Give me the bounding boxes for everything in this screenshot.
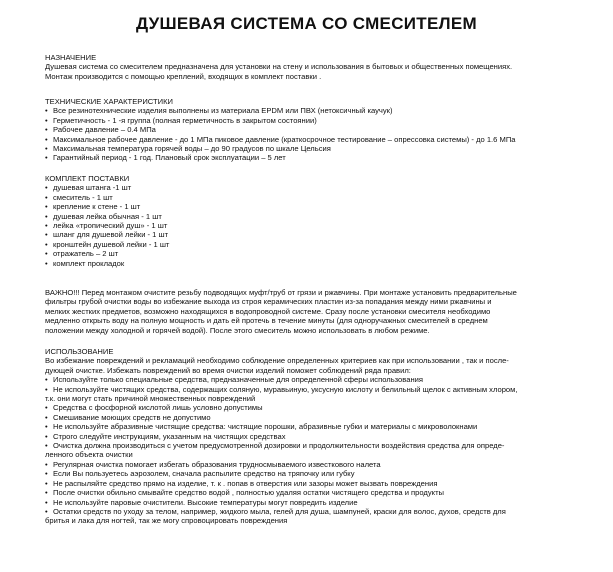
warning-line: мелких жестких предметов, возможно находящихся в водопроводной системе. Сразу после установки смесителя необходимо xyxy=(45,306,491,316)
spec-item: • Максимальное рабочее давление - до 1 МПа пиковое давление (краткосрочное тестирование – опрессовка системы) - до 1.6 МПа xyxy=(45,135,575,144)
warning-line: положении между холодной и горячей водой). После этого смеситель можно использовать в любом режиме. xyxy=(45,325,430,335)
usage-rule-line: • Очистка должна производиться с учетом предусмотренной дозировки и продолжительности воздействия средства для опреде- xyxy=(45,441,575,450)
kit-item: • крепление к стене - 1 шт xyxy=(45,202,575,211)
kit-item: • душевая штанга -1 шт xyxy=(45,183,575,192)
kit-item: • кронштейн душевой лейки - 1 шт xyxy=(45,240,575,249)
warning-section xyxy=(45,288,575,335)
usage-rule-line: • Не используйте чистящих средства, содержащих соляную, муравьиную, уксусную кислоту и белильный щелок с активным хлором, xyxy=(45,385,575,394)
purpose-heading: НАЗНАЧЕНИЕ xyxy=(45,53,97,62)
kit-item: • смеситель - 1 шт xyxy=(45,193,575,202)
kit-item: • шланг для душевой лейки - 1 шт xyxy=(45,230,575,239)
usage-section xyxy=(45,347,575,526)
usage-rule-line: • Не используйте паровые очистители. Высокие температуры могут повредить изделие xyxy=(45,498,575,507)
usage-list xyxy=(45,375,575,526)
kit-item: • отражатель – 2 шт xyxy=(45,249,575,258)
kit-item: • комплект прокладок xyxy=(45,259,575,268)
kit-item: • душевая лейка обычная - 1 шт xyxy=(45,212,575,221)
usage-rule-line: • Смешивание моющих средств не допустимо xyxy=(45,413,575,422)
usage-intro-line: Во избежание повреждений и рекламаций необходимо соблюдение определенных критериев как при использовании , так и после- xyxy=(45,356,509,366)
warning-line: медленно открыть воду на полную мощность и дать ей протечь в течение минуты (для одноручажных смесителей в среднем xyxy=(45,316,488,326)
document-title: ДУШЕВАЯ СИСТЕМА СО СМЕСИТЕЛЕМ xyxy=(136,14,477,33)
spec-item: • Максимальная температура горячей воды – до 90 градусов по шкале Цельсия xyxy=(45,144,575,153)
kit-item: • лейка «тропический душ» - 1 шт xyxy=(45,221,575,230)
specs-section xyxy=(45,97,575,163)
usage-rule-line: • Средства с фосфорной кислотой лишь условно допустимы xyxy=(45,403,575,412)
usage-rule-line: • Строго следуйте инструкциям, указанным на чистящих средствах xyxy=(45,432,575,441)
purpose-line: Душевая система со смесителем предназначена для установки на стену и использования в бытовых и общественных помещениях. xyxy=(45,62,513,72)
warning-line: ВАЖНО!!! Перед монтажом очистите резьбу подводящих муфт/труб от грязи и ржавчины. При монтаже установить предварительные xyxy=(45,288,517,297)
purpose-line: Монтаж производится с помощью креплений, входящих в комплект поставки . xyxy=(45,71,322,81)
usage-rule-line: т.к. они могут стать причиной множественных повреждений xyxy=(45,394,256,404)
warning-line: фильтры грубой очистки воды во избежание выхода из строя керамических пластин из-за попадания между ними ржавчины и xyxy=(45,297,492,307)
kit-section xyxy=(45,174,575,268)
spec-item: • Герметичность - 1 -я группа (полная герметичность в закрытом состоянии) xyxy=(45,116,575,125)
usage-rule-line: • Если Вы пользуетесь аэрозолем, сначала распылите средство на тряпочку или губку xyxy=(45,469,575,478)
usage-rule-line: бритья и лака для ногтей, так же могу спровоцировать повреждения xyxy=(45,516,288,526)
usage-rule-line: • Используйте только специальные средства, предназначенные для определенной сферы использования xyxy=(45,375,575,384)
kit-heading: КОМПЛЕКТ ПОСТАВКИ xyxy=(45,174,130,183)
spec-item: • Гарантийный период - 1 год. Плановый срок эксплуатации – 5 лет xyxy=(45,153,575,162)
purpose-section xyxy=(45,53,575,81)
usage-intro-line: дующей очистке. Избежать повреждений во время очистки изделий поможет соблюдений ряда правил: xyxy=(45,365,411,375)
usage-rule-line: • После очистки обильно смывайте средство водой , полностью удаляя остатки чистящего средства и продукты xyxy=(45,488,575,497)
spec-item: • Рабочее давление – 0.4 МПа xyxy=(45,125,575,134)
specs-heading: ТЕХНИЧЕСКИЕ ХАРАКТЕРИСТИКИ xyxy=(45,97,173,106)
usage-rule-line: ленного объекта очистки xyxy=(45,450,133,460)
usage-rule-line: • Не распыляйте средство прямо на изделие, т. к . попав в отверстия или зазоры может вызвать повреждения xyxy=(45,479,575,488)
usage-heading: ИСПОЛЬЗОВАНИЕ xyxy=(45,347,114,356)
usage-rule-line: • Остатки средств по уходу за телом, например, жидкого мыла, гелей для душа, шампуней, краски для волос, духов, средств для xyxy=(45,507,575,516)
spec-item: • Все резинотехнические изделия выполнены из материала EPDM или ПВХ (нетоксичный каучук) xyxy=(45,106,575,115)
usage-rule-line: • Регулярная очистка помогает избегать образования трудносмываемого известкового налета xyxy=(45,460,575,469)
usage-rule-line: • Не используйте абразивные чистящие средства: чистящие порошки, абразивные губки и материалы с микроволокнами xyxy=(45,422,575,431)
